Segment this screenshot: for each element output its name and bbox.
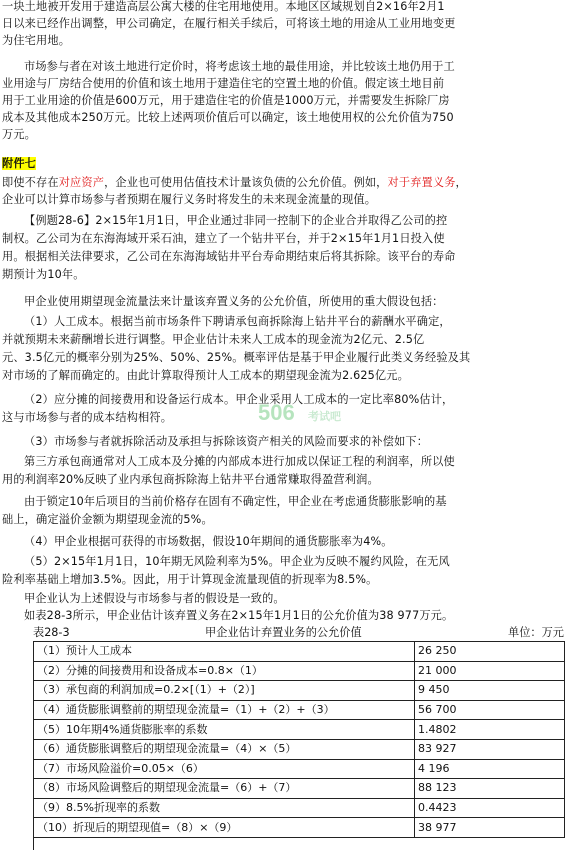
fair-value-table — [33, 641, 565, 838]
table-number: 表28-3 — [33, 626, 70, 639]
table-unit: 单位：万元 — [508, 626, 564, 639]
text-line: 甲企业使用期望现金流量法来计量该弃置义务的公允价值，所使用的重大假设包括： — [24, 295, 444, 308]
table-cell-item: （8）市场风险调整后的期望现金流量=（6）+（7） — [34, 779, 415, 799]
text-line: （5）2×15年1月1日，10年期无风险利率为5%。甲企业为反映不履约风险，在无风 — [24, 555, 450, 568]
table-cell-item: （4）通货膨胀调整前的期望现金流量=（1）+（2）+（3） — [34, 700, 415, 720]
text-line: （2）应分摊的间接费用和设备运行成本。甲企业采用人工成本的一定比率80%估计， — [24, 393, 454, 406]
table-row — [34, 642, 565, 662]
text-line: 险利率基础上增加3.5%。因此，用于计算现金流量现值的折现率为8.5%。 — [2, 573, 378, 586]
highlight-text: 对于弃置义务 — [387, 176, 456, 189]
table-title: 甲企业估计弃置业务的公允价值 — [205, 626, 362, 639]
table-row — [34, 779, 565, 799]
highlight-text: 对应资产 — [58, 176, 105, 189]
table-row — [34, 681, 565, 701]
text-line: 对市场的了解而确定的。由此计算取得预计人工成本的期望现金流为2.625亿元。 — [2, 369, 409, 382]
intro-line: 企业可以计算市场参与者预期在履行义务时将发生的未来现金流量的现值。 — [2, 193, 377, 206]
table-cell-value: 4 196 — [415, 759, 565, 779]
table-row — [34, 818, 565, 838]
text-line: 用。根据相关法律要求，乙公司在东海海域钻井平台寿命期结束后将其拆除。该平台的寿命 — [2, 250, 456, 263]
table-cell-value: 1.4802 — [415, 720, 565, 740]
table-cell-value: 83 927 — [415, 739, 565, 759]
text-cursor — [33, 832, 34, 850]
table-row — [34, 798, 565, 818]
text-line: 这与市场参与者的成本结构相符。 — [2, 411, 173, 424]
table-cell-item: （9）8.5%折现率的系数 — [34, 798, 415, 818]
text-line: 如表28-3所示，甲企业估计该弃置义务在2×15年1月1日的公允价值为38 977万元。 — [24, 609, 454, 622]
text-line: 期预计为10年。 — [2, 268, 85, 281]
table-cell-value: 26 250 — [415, 642, 565, 662]
intro-text: ，企业也可使用估值技术计量该负债的公允价值。例如， — [104, 176, 388, 189]
table-row — [34, 759, 565, 779]
text-line: 并就预期未来薪酬增长进行调整。甲企业估计未来人工成本的现金流为2亿元、2.5亿 — [2, 333, 425, 346]
text-line: 为住宅用地。 — [2, 34, 71, 47]
table-cell-value: 21 000 — [415, 661, 565, 681]
table-cell-item: （3）承包商的利润加成=0.2×[（1）+（2）] — [34, 681, 415, 701]
text-line: 日以来已经作出调整，甲公司确定，在履行相关手续后，可将该土地的用途从工业用地变更 — [2, 17, 456, 30]
intro-line — [2, 174, 467, 191]
text-line: 万元。 — [2, 128, 37, 141]
table-cell-item: （6）通货膨胀调整后的期望现金流量=（4）×（5） — [34, 739, 415, 759]
table-cell-item: （10）折现后的期望现值=（8）×（9） — [34, 818, 415, 838]
table-row — [34, 720, 565, 740]
text-line: 制权。乙公司为在东海海域开采石油，建立了一个钻井平台，并于2×15年1月1日投入使 — [2, 232, 445, 245]
section-heading — [2, 155, 36, 172]
text-line: 第三方承包商通常对人工成本及分摊的内部成本进行加成以保证工程的利润率，所以使 — [24, 455, 455, 468]
text-line: （1）人工成本。根据当前市场条件下聘请承包商拆除海上钻井平台的薪酬水平确定， — [24, 315, 451, 328]
intro-text: 即使不存在 — [2, 176, 59, 189]
table-cell-item: （5）10年期4%通货膨胀率的系数 — [34, 720, 415, 740]
table-cell-item: （1）预计人工成本 — [34, 642, 415, 662]
table-cell-value: 0.4423 — [415, 798, 565, 818]
table-cell-value: 56 700 — [415, 700, 565, 720]
table-row — [34, 700, 565, 720]
attachment-title: 附件七 — [2, 157, 37, 170]
text-line: 元、3.5亿元的概率分别为25%、50%、25%。概率评估是基于甲企业履行此类义务经验及其 — [2, 351, 471, 364]
text-line: （3）市场参与者就拆除活动及承担与拆除该资产相关的风险而要求的补偿如下： — [24, 435, 429, 448]
text-line: 由于锁定10年后项目的当前价格存在固有不确定性，甲企业在考虑通货膨胀影响的基 — [24, 495, 447, 508]
text-line: 甲企业认为上述假设与市场参与者的假设是一致的。 — [24, 592, 285, 605]
text-line: 成本及其他成本250万元。比较上述两项价值后可以确定，该土地使用权的公允价值为750 — [2, 111, 454, 124]
table-cell-value: 38 977 — [415, 818, 565, 838]
watermark-logo: 506 考试吧 — [258, 400, 341, 425]
table-cell-item: （2）分摊的间接费用和设备成本=0.8×（1） — [34, 661, 415, 681]
text-line: 业用途与厂房结合使用的价值和该土地用于建造住宅的空置土地的价值。假定该土地目前 — [2, 77, 445, 90]
intro-text: ， — [455, 176, 467, 189]
text-line: 用的利润率20%反映了业内承包商拆除海上钻井平台通常赚取得盈营利润。 — [2, 473, 379, 486]
text-line: 市场参与者在对该土地进行定价时，将考虑该土地的最佳用途，并比较该土地仍用于工 — [24, 60, 455, 73]
table-row — [34, 739, 565, 759]
table-row — [34, 661, 565, 681]
text-line: 【例题28-6】2×15年1月1日，甲企业通过非同一控制下的企业合并取得乙公司的控 — [24, 214, 448, 227]
text-line: （4）甲企业根据可获得的市场数据，假设10年期间的通货膨胀率为4%。 — [24, 535, 393, 548]
text-line: 用于工业用途的价值是600万元，用于建造住宅的价值是1000万元，并需要发生拆除厂房 — [2, 94, 450, 107]
text-line: 础上，确定溢价金额为期望现金流的5%。 — [2, 513, 213, 526]
table-cell-item: （7）市场风险溢价=0.05×（6） — [34, 759, 415, 779]
table-cell-value: 88 123 — [415, 779, 565, 799]
text-line: 一块土地被开发用于建造高层公寓大楼的住宅用地使用。本地区区域规划自2×16年2月1 — [2, 0, 445, 13]
table-cell-value: 9 450 — [415, 681, 565, 701]
